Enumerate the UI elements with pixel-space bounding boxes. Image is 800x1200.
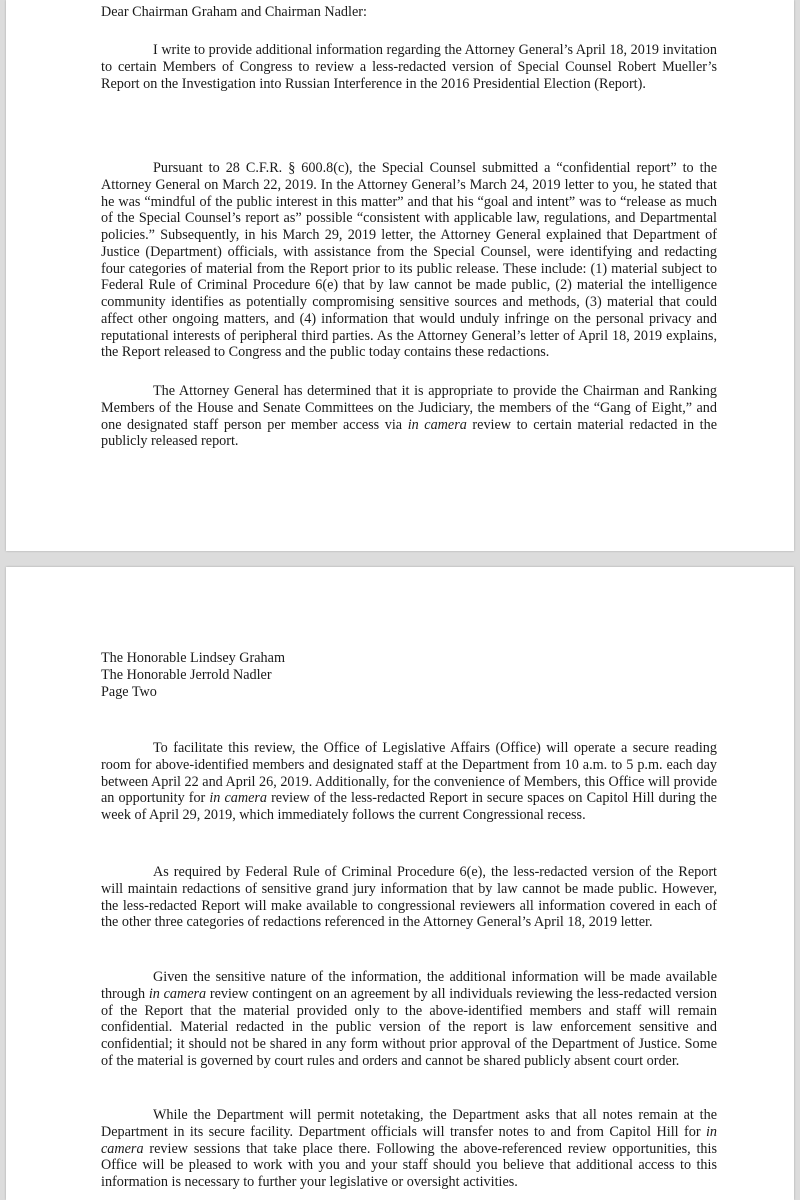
letter-page-2: [6, 567, 794, 1200]
text-run: review to certain material redacted in the publicly released report.: [101, 416, 717, 450]
letter-header: [101, 650, 285, 701]
salutation: Dear Chairman Graham and Chairman Nadler:: [101, 4, 367, 20]
text-run: Given the sensitive nature of the information, the additional information will be made available through: [101, 969, 717, 1002]
paragraph-notetaking: [101, 1107, 717, 1191]
text-run: The Attorney General has determined that it is appropriate to provide the Chairman and Ranking Members of the House and Senate Committees on the Judiciary, the members of the “Gang of Eight,” and one designated staff person per member access via: [101, 383, 717, 433]
italic-term: in camera: [209, 790, 267, 807]
paragraph-determination: [101, 383, 717, 450]
text-run: While the Department will permit notetaking, the Department asks that all notes remain at the Department in its secure facility. Department officials will transfer notes to and from Capitol Hill for: [101, 1107, 717, 1140]
paragraph-intro: I write to provide additional information regarding the Attorney General’s April 18, 2019 invitation to certain Members of Congress to review a less-redacted version of Special Counsel Robert Mueller’s Report on the Investigation into Russian Interference in the 2016 Presidential Election (Report).: [101, 42, 717, 92]
text-run: review contingent on an agreement by all individuals reviewing the less-redacted version of the Report that the material provided only to the above-identified members and staff will remain confidential. Material redacted in the public version of the report is law enforcement sensitive and confidential; it should not be shared in any form without prior approval of the Department of Justice. Some of the material is governed by court rules and orders and cannot be shared publicly absent court order.: [101, 985, 717, 1069]
page-label: Page Two: [101, 684, 157, 700]
paragraph-confidentiality: [101, 969, 717, 1070]
italic-term: in camera: [101, 1123, 717, 1157]
paragraph-reading-room: [101, 740, 717, 824]
italic-term: in camera: [407, 416, 467, 433]
text-run: To facilitate this review, the Office of Legislative Affairs (Office) will operate a secure reading room for above-identified members and designated staff at the Department from 10 a.m. to 5 p.m. each day between April 22 and April 26, 2019. Additionally, for the convenience of Members, this Office will provide an opportunity for: [101, 740, 717, 807]
text-run: review of the less-redacted Report in secure spaces on Capitol Hill during the week of April 29, 2019, which immediately follows the current Congressional recess.: [101, 790, 717, 823]
text-run: review sessions that take place there. Following the above-referenced review opportunities, this Office will be pleased to work with you and your staff should you believe that additional access to this information is necessary to further your legislative or oversight activities.: [101, 1140, 717, 1190]
letter-page-1: [6, 0, 794, 551]
recipient-graham: The Honorable Lindsey Graham: [101, 650, 285, 666]
paragraph-background: Pursuant to 28 C.F.R. § 600.8(c), the Special Counsel submitted a “confidential report” to the Attorney General on March 22, 2019. In the Attorney General’s March 24, 2019 letter to you, he stated that he was “mindful of the public interest in this matter” and that his “goal and intent” was to “release as much of the Special Counsel’s report as” possible “consistent with applicable law, regulations, and Departmental policies.” Subsequently, in his March 29, 2019 letter, the Attorney General explained that Department of Justice (Department) officials, with assistance from the Special Counsel, were identifying and redacting four categories of material from the Report prior to its public release. These include: (1) material subject to Federal Rule of Criminal Procedure 6(e) that by law cannot be made public, (2) material the intelligence community identifies as potentially compromising sensitive sources and methods, (3) material that could affect other ongoing matters, and (4) information that would unduly infringe on the personal privacy and reputational interests of peripheral third parties. As the Attorney General’s letter of April 18, 2019 explains, the Report released to Congress and the public today contains these redactions.: [101, 160, 717, 361]
recipient-nadler: The Honorable Jerrold Nadler: [101, 667, 272, 683]
italic-term: in camera: [148, 985, 207, 1002]
paragraph-grand-jury: As required by Federal Rule of Criminal Procedure 6(e), the less-redacted version of the Report will maintain redactions of sensitive grand jury information that by law cannot be made public. However, the less-redacted Report will make available to congressional reviewers all information covered in each of the other three categories of redactions referenced in the Attorney General’s April 18, 2019 letter.: [101, 864, 717, 931]
